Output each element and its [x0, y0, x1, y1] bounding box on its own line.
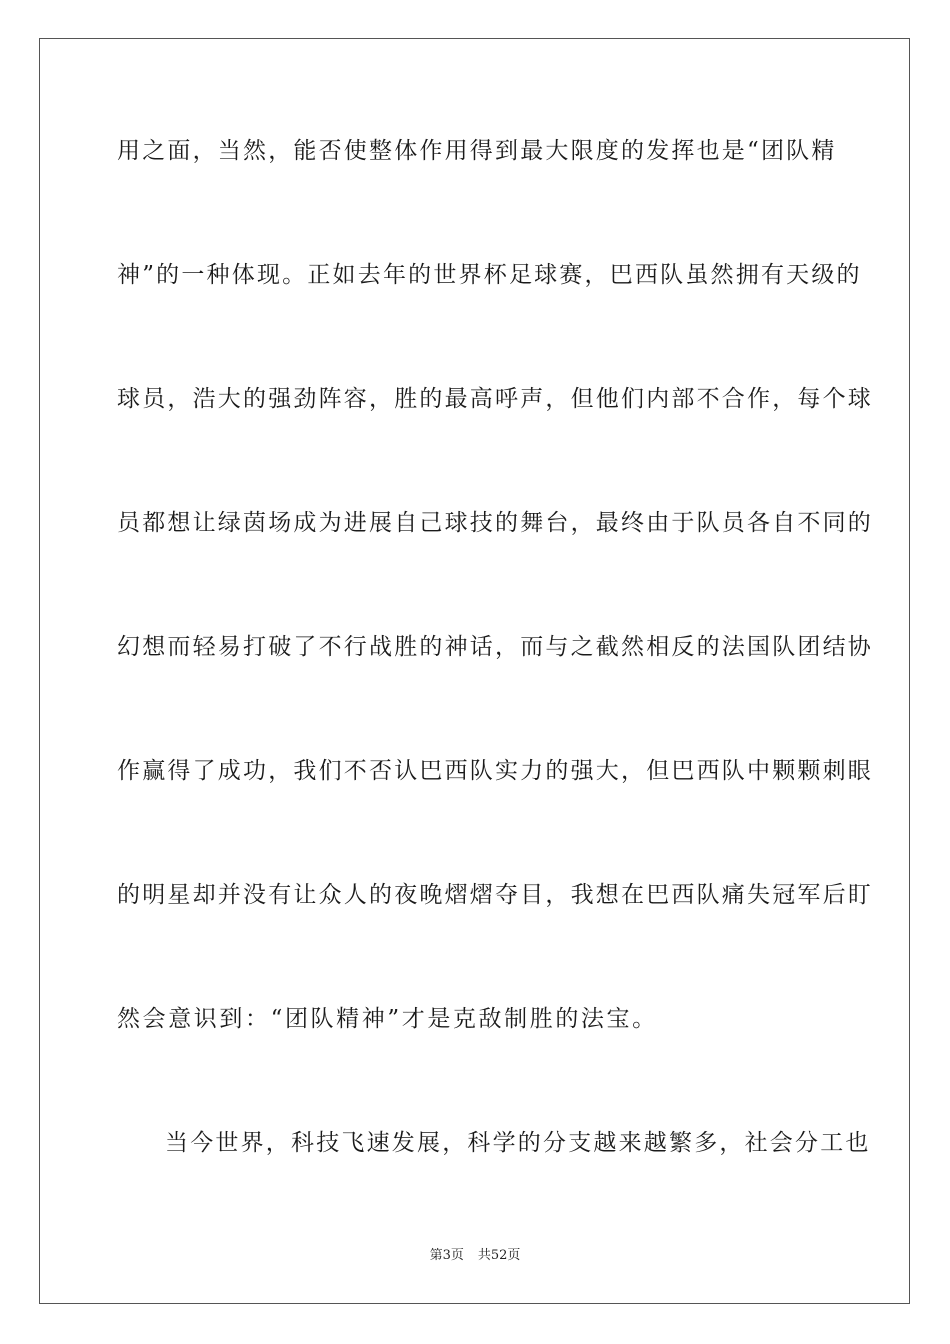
text-line: 员都想让绿茵场成为进展自己球技的舞台，最终由于队员各自不同的	[117, 510, 873, 536]
text-line: 然会意识到：“团队精神”才是克敌制胜的法宝。	[117, 1006, 658, 1032]
text-line: 神”的一种体现。正如去年的世界杯足球赛，巴西队虽然拥有天级的	[117, 262, 862, 288]
text-line: 球员，浩大的强劲阵容，胜的最高呼声，但他们内部不合作，每个球	[117, 386, 873, 412]
page-number: 第3页	[429, 1248, 464, 1263]
text-line: 用之面，当然，能否使整体作用得到最大限度的发挥也是“团队精	[117, 138, 837, 164]
paragraph-first-line: 当今世界，科技飞速发展，科学的分支越来越繁多，社会分工也	[165, 1130, 871, 1156]
text-line: 幻想而轻易打破了不行战胜的神话，而与之截然相反的法国队团结协	[117, 634, 873, 660]
text-line: 作赢得了成功，我们不否认巴西队实力的强大，但巴西队中颗颗刺眼	[117, 758, 873, 784]
page-footer	[0, 1247, 950, 1265]
text-line: 的明星却并没有让众人的夜晚熠熠夺目，我想在巴西队痛失冠军后盯	[117, 882, 873, 908]
page-border	[39, 38, 910, 1304]
page-total: 共52页	[477, 1248, 521, 1263]
